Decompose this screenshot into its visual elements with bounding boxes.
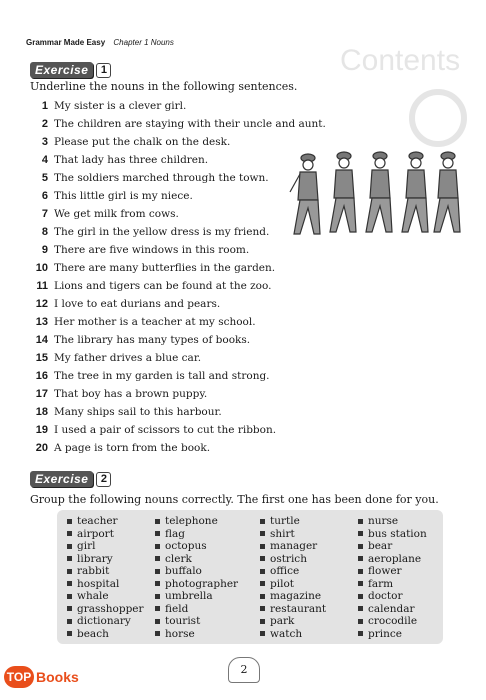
sentence-number: 5 — [41, 172, 48, 184]
running-header — [26, 38, 174, 47]
noun-item: watch — [260, 628, 326, 641]
noun-item: shirt — [260, 528, 326, 541]
sentence-text: The library has many types of books. — [54, 334, 251, 346]
noun-item: buffalo — [155, 565, 238, 578]
noun-item: airport — [67, 528, 144, 541]
sentence-text: There are many butterflies in the garden. — [54, 262, 276, 274]
noun-item: library — [67, 553, 144, 566]
sentence-text: That lady has three children. — [54, 154, 209, 166]
exercise-number: 2 — [96, 472, 111, 487]
sentence-text: My sister is a clever girl. — [54, 100, 187, 112]
noun-item: magazine — [260, 590, 326, 603]
topbooks-logo — [4, 666, 79, 688]
sentence-number: 8 — [41, 226, 48, 238]
sentence-number: 6 — [41, 190, 48, 202]
sentence-text: My father drives a blue car. — [54, 352, 202, 364]
noun-item: manager — [260, 540, 326, 553]
exercise-1-instruction: Underline the nouns in the following sentences. — [30, 80, 298, 93]
noun-item: rabbit — [67, 565, 144, 578]
noun-item: park — [260, 615, 326, 628]
noun-item: octopus — [155, 540, 238, 553]
sentence-list — [26, 97, 326, 457]
svg-text:Contents: Contents — [340, 44, 461, 77]
sentence-text: This little girl is my niece. — [54, 190, 193, 202]
sentence-item — [26, 367, 326, 385]
sentence-number: 19 — [35, 424, 48, 436]
sentence-number: 15 — [35, 352, 48, 364]
sentence-number: 20 — [35, 442, 48, 454]
noun-item: nurse — [358, 515, 427, 528]
noun-item: horse — [155, 628, 238, 641]
sentence-item — [26, 115, 326, 133]
noun-item: teacher — [67, 515, 144, 528]
sentence-item — [26, 295, 326, 313]
book-title: Grammar Made Easy — [26, 38, 106, 47]
sentence-text: Many ships sail to this harbour. — [54, 406, 222, 418]
noun-item: bear — [358, 540, 427, 553]
sentence-item — [26, 223, 326, 241]
page-number: 2 — [228, 657, 260, 683]
sentence-number: 1 — [41, 100, 48, 112]
noun-item: prince — [358, 628, 427, 641]
sentence-number: 4 — [41, 154, 48, 166]
noun-item: whale — [67, 590, 144, 603]
noun-item: aeroplane — [358, 553, 427, 566]
sentence-item — [26, 439, 326, 457]
noun-item: turtle — [260, 515, 326, 528]
noun-column — [155, 515, 238, 640]
noun-item: photographer — [155, 578, 238, 591]
sentence-item — [26, 205, 326, 223]
sentence-text: The tree in my garden is tall and strong. — [54, 370, 270, 382]
sentence-number: 18 — [35, 406, 48, 418]
sentence-text: That boy has a brown puppy. — [54, 388, 208, 400]
noun-item: field — [155, 603, 238, 616]
sentence-text: Her mother is a teacher at my school. — [54, 316, 256, 328]
sentence-item — [26, 169, 326, 187]
sentence-item — [26, 385, 326, 403]
noun-item: pilot — [260, 578, 326, 591]
sentence-item — [26, 133, 326, 151]
sentence-text: I love to eat durians and pears. — [54, 298, 221, 310]
noun-item: umbrella — [155, 590, 238, 603]
noun-item: office — [260, 565, 326, 578]
sentence-item — [26, 313, 326, 331]
noun-item: farm — [358, 578, 427, 591]
exercise-1-heading — [30, 62, 111, 78]
sentence-item — [26, 403, 326, 421]
exercise-2-heading — [30, 471, 111, 487]
exercise-label: Exercise — [30, 471, 93, 487]
logo-books-text: Books — [36, 669, 79, 685]
noun-item: flower — [358, 565, 427, 578]
sentence-number: 10 — [35, 262, 48, 274]
noun-item: bus station — [358, 528, 427, 541]
sentence-number: 11 — [36, 280, 48, 292]
sentence-item — [26, 277, 326, 295]
noun-item: tourist — [155, 615, 238, 628]
noun-item: beach — [67, 628, 144, 641]
sentence-number: 17 — [35, 388, 48, 400]
sentence-number: 12 — [35, 298, 48, 310]
sentence-number: 7 — [41, 208, 48, 220]
exercise-number: 1 — [96, 63, 111, 78]
sentence-number: 9 — [41, 244, 48, 256]
noun-item: crocodile — [358, 615, 427, 628]
sentence-text: The children are staying with their uncle and aunt. — [54, 118, 326, 130]
sentence-number: 13 — [35, 316, 48, 328]
noun-item: grasshopper — [67, 603, 144, 616]
noun-item: calendar — [358, 603, 427, 616]
sentence-number: 3 — [41, 136, 48, 148]
noun-column — [260, 515, 326, 640]
sentence-text: There are five windows in this room. — [54, 244, 250, 256]
noun-item: dictionary — [67, 615, 144, 628]
contents-watermark — [330, 40, 480, 150]
sentence-text: The soldiers marched through the town. — [54, 172, 269, 184]
sentence-text: I used a pair of scissors to cut the ribbon. — [54, 424, 277, 436]
sentence-text: Lions and tigers can be found at the zoo. — [54, 280, 272, 292]
noun-item: doctor — [358, 590, 427, 603]
noun-column — [67, 515, 144, 640]
sentence-number: 14 — [35, 334, 48, 346]
logo-top-text: TOP — [4, 666, 34, 688]
noun-column — [358, 515, 427, 640]
sentence-item — [26, 151, 326, 169]
noun-item: restaurant — [260, 603, 326, 616]
sentence-item — [26, 421, 326, 439]
exercise-label: Exercise — [30, 62, 93, 78]
marching-soldiers-illustration — [288, 148, 466, 260]
noun-item: hospital — [67, 578, 144, 591]
sentence-item — [26, 331, 326, 349]
sentence-text: The girl in the yellow dress is my friend. — [54, 226, 270, 238]
noun-item: clerk — [155, 553, 238, 566]
sentence-number: 2 — [41, 118, 48, 130]
sentence-item — [26, 349, 326, 367]
noun-item: flag — [155, 528, 238, 541]
noun-item: girl — [67, 540, 144, 553]
noun-item: telephone — [155, 515, 238, 528]
sentence-text: A page is torn from the book. — [54, 442, 211, 454]
sentence-text: We get milk from cows. — [54, 208, 179, 220]
sentence-item — [26, 259, 326, 277]
noun-word-box — [57, 510, 443, 644]
sentence-number: 16 — [35, 370, 48, 382]
sentence-item — [26, 97, 326, 115]
sentence-item — [26, 241, 326, 259]
sentence-text: Please put the chalk on the desk. — [54, 136, 231, 148]
sentence-item — [26, 187, 326, 205]
noun-item: ostrich — [260, 553, 326, 566]
exercise-2-instruction: Group the following nouns correctly. The first one has been done for you. — [30, 493, 439, 506]
chapter-title: Chapter 1 Nouns — [113, 38, 174, 47]
